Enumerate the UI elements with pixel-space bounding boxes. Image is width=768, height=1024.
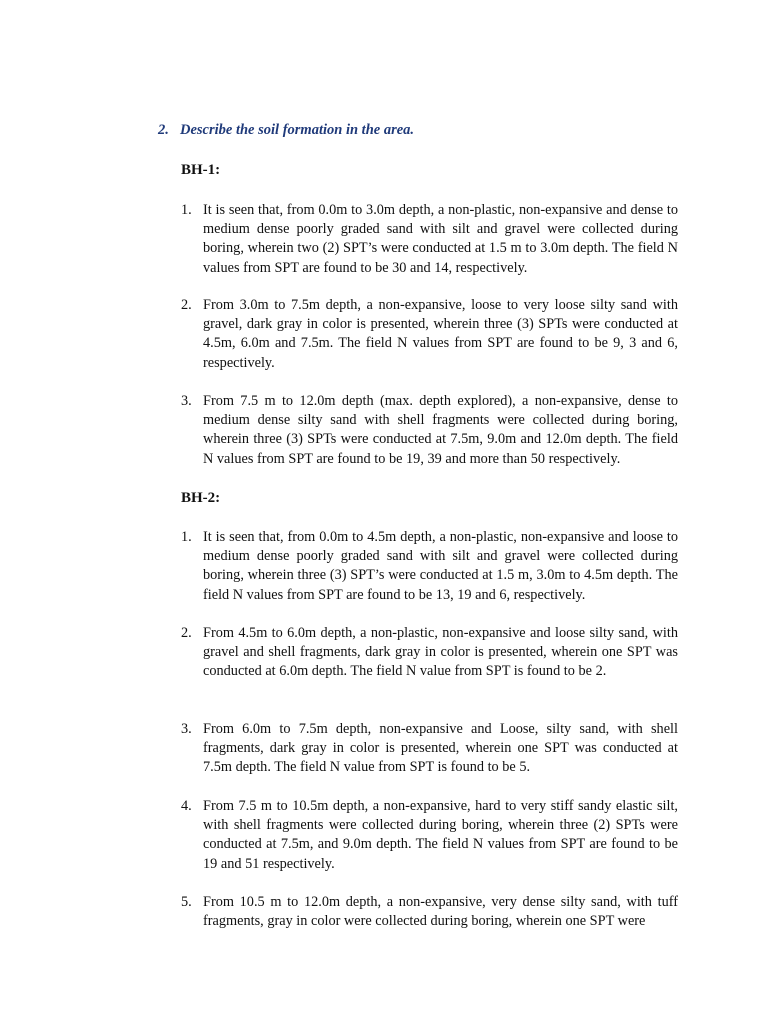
bh1-item-2 xyxy=(181,296,678,373)
bh2-item-5 xyxy=(181,893,678,931)
bh2-title: BH-2: xyxy=(181,490,221,506)
bh1-item-3 xyxy=(181,392,678,469)
question-number: 2. xyxy=(158,122,169,138)
list-text: From 4.5m to 6.0m depth, a non-plastic, non-expansive and loose silty sand, with gravel and shell fragments, dark gray in color is presented, wherein one SPT was conducted at 6.0m depth. The field N value from SPT is found to be 2. xyxy=(203,625,678,680)
bh1-item-1 xyxy=(181,201,678,278)
list-text: From 6.0m to 7.5m depth, non-expansive and Loose, silty sand, with shell fragments, dark gray in color is presented, wherein one SPT was conducted at 7.5m depth. The field N value from SPT is found to be 5. xyxy=(203,721,678,776)
list-number: 4. xyxy=(181,798,192,814)
list-text: It is seen that, from 0.0m to 4.5m depth, a non-plastic, non-expansive and loose to medium dense poorly graded sand with silt and gravel were collected during boring, wherein three (3) SPT’s were conducted at 1.5 m, 3.0m to 4.5m depth. The field N values from SPT are found to be 13, 19 and 6, respectively. xyxy=(203,529,678,603)
bh2-item-4 xyxy=(181,797,678,874)
list-text: From 10.5 m to 12.0m depth, a non-expansive, very dense silty sand, with tuff fragments, gray in color were collected during boring, wherein one SPT were xyxy=(203,894,678,930)
list-number: 5. xyxy=(181,894,192,910)
question-text: Describe the soil formation in the area. xyxy=(180,122,415,138)
bh2-item-2 xyxy=(181,624,678,682)
list-number: 3. xyxy=(181,721,192,737)
list-number: 1. xyxy=(181,529,192,545)
question-heading xyxy=(158,122,414,139)
bh1-title: BH-1: xyxy=(181,162,221,178)
list-number: 2. xyxy=(181,625,192,641)
list-number: 1. xyxy=(181,202,192,218)
list-number: 2. xyxy=(181,297,192,313)
list-text: From 7.5 m to 12.0m depth (max. depth explored), a non-expansive, dense to medium dense silty sand with shell fragments were collected during boring, wherein three (3) SPTs were conducted at 7.5m, 9.0m and 12.0m depth. The field N values from SPT are found to be 19, 39 and more than 50 respectively. xyxy=(203,393,678,467)
bh2-item-3 xyxy=(181,720,678,778)
list-text: It is seen that, from 0.0m to 3.0m depth, a non-plastic, non-expansive and dense to medium dense poorly graded sand with silt and gravel were collected during boring, wherein two (2) SPT’s were conducted at 1.5 m to 3.0m depth. The field N values from SPT are found to be 30 and 14, respectively. xyxy=(203,202,678,276)
list-text: From 7.5 m to 10.5m depth, a non-expansive, hard to very stiff sandy elastic silt, with shell fragments were collected during boring, wherein three (2) SPTs were conducted at 7.5m, and 9.0m depth. The field N values from SPT are found to be 19 and 51 respectively. xyxy=(203,798,678,872)
bh2-item-1 xyxy=(181,528,678,605)
list-text: From 3.0m to 7.5m depth, a non-expansive, loose to very loose silty sand with gravel, dark gray in color is presented, wherein three (3) SPTs were conducted at 4.5m, 6.0m and 7.5m. The field N values from SPT are found to be 9, 3 and 6, respectively. xyxy=(203,297,678,371)
list-number: 3. xyxy=(181,393,192,409)
